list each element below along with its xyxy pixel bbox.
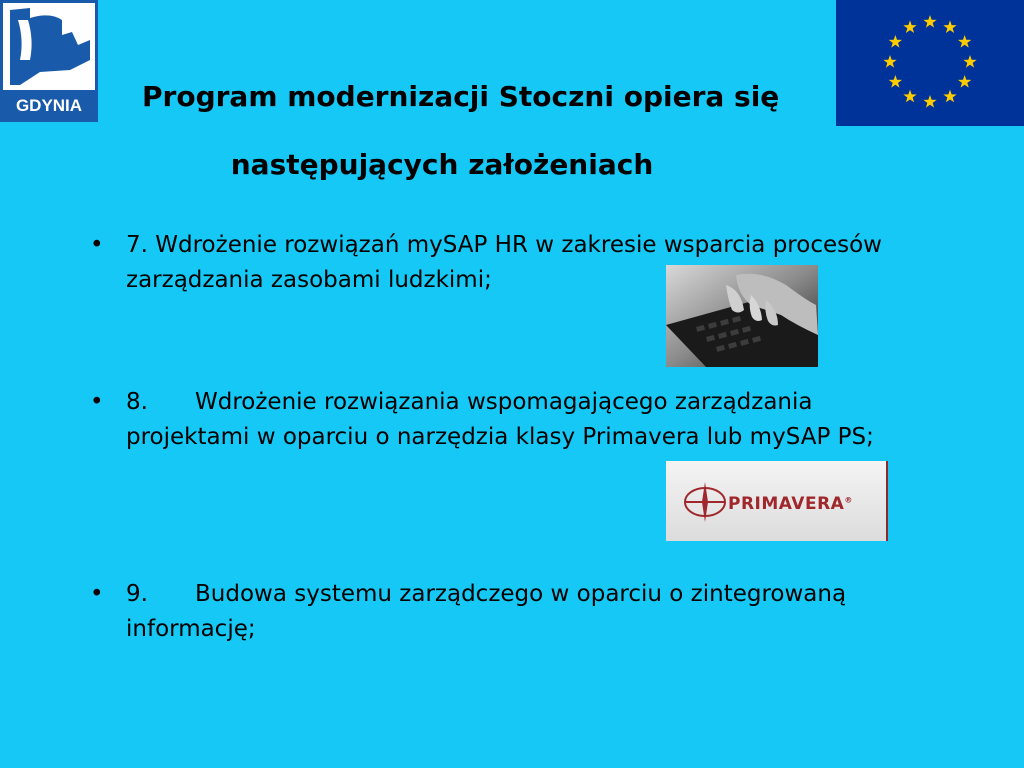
svg-text:GDYNIA: GDYNIA	[15, 96, 83, 115]
page-title-line-2: następujących założeniach	[230, 148, 654, 181]
item-number: 9.	[126, 581, 148, 607]
item-number: 8.	[126, 389, 148, 415]
bullet-marker: •	[90, 232, 104, 258]
list-item	[90, 385, 890, 455]
gdynia-logo	[0, 0, 98, 122]
item-text: Wdrożenie rozwiązania wspomagającego zarządzania projektami w oparciu o narzędzia klasy Primavera lub mySAP PS;	[126, 389, 874, 450]
primavera-wordmark: PRIMAVERA®	[728, 494, 853, 514]
eu-flag-icon	[836, 0, 1024, 126]
item-text: Budowa systemu zarządczego w oparciu o zintegrowaną informację;	[126, 581, 847, 642]
page-title-line-1: Program modernizacji Stoczni opiera się	[142, 80, 780, 113]
item-number: 7.	[126, 232, 148, 258]
bullet-marker: •	[90, 389, 104, 415]
bullet-marker: •	[90, 581, 104, 607]
keyboard-typing-photo	[666, 265, 818, 367]
primavera-logo	[666, 461, 888, 541]
list-item	[90, 577, 890, 647]
item-text: Wdrożenie rozwiązań mySAP HR w zakresie wsparcia procesów zarządzania zasobami ludzkimi;	[126, 232, 882, 293]
